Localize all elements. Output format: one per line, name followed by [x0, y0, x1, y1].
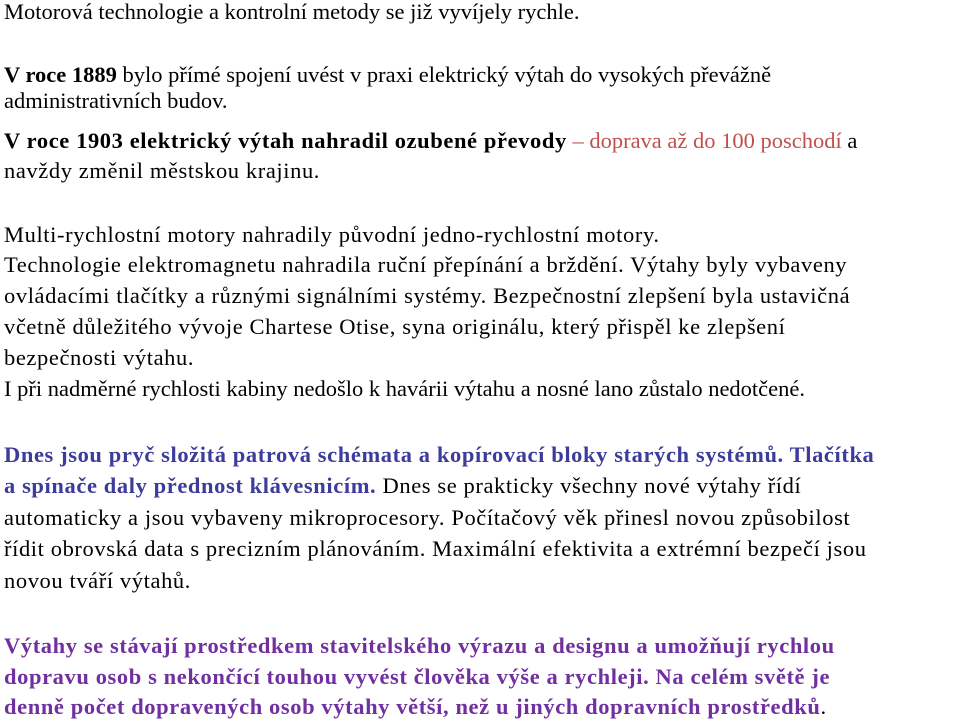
paragraph-today-line-5 [4, 566, 191, 596]
intro-line [4, 0, 580, 27]
paragraph-future-line-1 [4, 631, 835, 661]
paragraph-today-line-2 [4, 471, 801, 501]
paragraph-today-line-4 [4, 534, 867, 564]
paragraph-1903-text: a [841, 128, 858, 153]
paragraph-1889-line-2 [4, 86, 228, 116]
paragraph-future-line-2 [4, 662, 830, 692]
paragraph-today-text-2: Dnes se prakticky všechny nové výtahy řídí [376, 473, 802, 498]
paragraph-future-text-2: dopravu osob s nekončící touhou vyvést člověka výše a rychleji. Na celém světě je [4, 664, 831, 689]
paragraph-1903-line-1 [4, 126, 857, 156]
paragraph-today-highlight-1: Dnes jsou pryč složitá patrová schémata a kopírovací bloky starých systémů. Tlačítka [4, 442, 875, 467]
year-1889-heading: V roce 1889 [4, 62, 117, 87]
paragraph-1903-line-2 [4, 156, 320, 186]
paragraph-future-text-1: Výtahy se stávají prostředkem stavitelského výrazu a designu a umožňují rychlou [4, 633, 835, 658]
paragraph-motors-text-4: včetně důležitého vývoje Chartese Otise, syna originálu, který přispěl ke zlepšení [4, 314, 786, 339]
paragraph-today-highlight-2: a spínače daly přednost klávesnicím. [4, 473, 377, 498]
paragraph-future-period: . [820, 694, 827, 719]
paragraph-future-line-3 [4, 692, 827, 722]
paragraph-motors-line-1 [4, 220, 660, 250]
intro-text: Motorová technologie a kontrolní metody se již vyvíjely rychle. [4, 0, 580, 24]
paragraph-motors-line-2 [4, 250, 847, 280]
paragraph-future-text-3: denně počet dopravených osob výtahy větší, než u jiných dopravních prostředků [4, 694, 821, 719]
transport-highlight: – doprava až do 100 poschodí [566, 128, 842, 153]
paragraph-motors-text-1: Multi-rychlostní motory nahradily původní jedno-rychlostní motory. [4, 222, 660, 247]
paragraph-motors-text-3: ovládacími tlačítky a různými signálními systémy. Bezpečnostní zlepšení byla ustavičná [4, 283, 851, 308]
paragraph-today-text-4: řídit obrovská data s precizním plánováním. Maximální efektivita a extrémní bezpečí jsou [4, 536, 867, 561]
paragraph-motors-line-6 [4, 374, 805, 404]
paragraph-today-line-1 [4, 440, 874, 470]
paragraph-today-text-3: automaticky a jsou vybaveny mikroprocesory. Počítačový věk přinesl novou způsobilost [4, 505, 851, 530]
year-1903-heading: V roce 1903 elektrický výtah nahradil ozubené převody [4, 128, 567, 153]
paragraph-motors-line-5 [4, 343, 194, 373]
paragraph-1889-text: bylo přímé spojení uvést v praxi elektrický výtah do vysokých převážně [116, 62, 772, 87]
paragraph-1903-text-cont: navždy změnil městskou krajinu. [4, 158, 321, 183]
paragraph-motors-line-4 [4, 312, 785, 342]
paragraph-motors-line-3 [4, 281, 850, 311]
paragraph-motors-text-5: bezpečnosti výtahu. [4, 345, 195, 370]
paragraph-1889-text-cont: administrativních budov. [4, 88, 228, 113]
paragraph-today-line-3 [4, 503, 850, 533]
paragraph-motors-text-6: I při nadměrné rychlosti kabiny nedošlo k havárii výtahu a nosné lano zůstalo nedotčené. [4, 376, 806, 401]
paragraph-motors-text-2: Technologie elektromagnetu nahradila ruční přepínání a brždění. Výtahy byly vybaveny [4, 252, 848, 277]
paragraph-today-text-5: novou tváří výtahů. [4, 568, 191, 593]
